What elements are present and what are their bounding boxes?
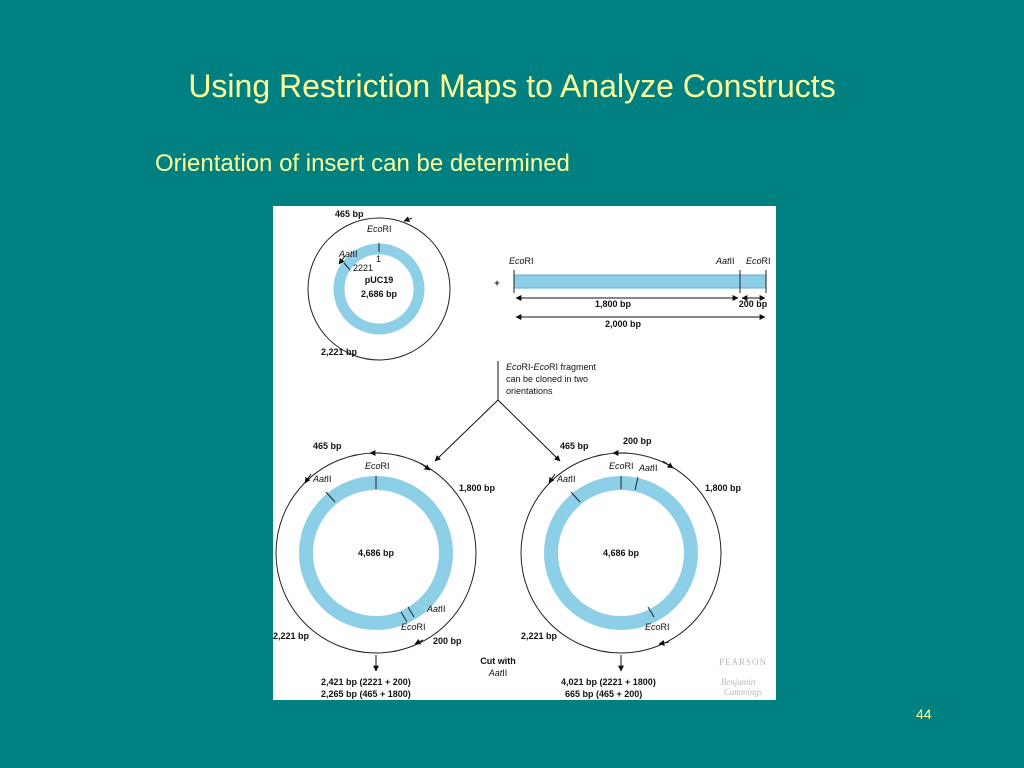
publisher-logo xyxy=(719,657,767,697)
note-eco1: Eco xyxy=(506,362,522,372)
publisher-imprint-2: Cummings xyxy=(723,687,763,697)
note-line-1 xyxy=(506,362,597,372)
arc-label-1800: 1,800 bp xyxy=(705,483,742,493)
cut-enzyme-label xyxy=(488,668,508,678)
puc19-plasmid xyxy=(308,209,450,360)
ecori-bottom-label xyxy=(645,622,670,632)
insert-ecori-left-label xyxy=(509,256,534,266)
result-right-2: 665 bp (465 + 200) xyxy=(565,689,643,699)
aatii-right-italic: Aat xyxy=(427,604,441,614)
note-eco2: Eco xyxy=(533,362,550,372)
plasmid-size: 2,686 bp xyxy=(360,289,398,299)
aatii-left-italic: Aat xyxy=(313,474,327,484)
slide-subtitle: Orientation of insert can be determined xyxy=(155,150,570,177)
aatii-left-italic: Aat xyxy=(557,474,571,484)
note-line-3: orientations xyxy=(506,386,553,396)
insert-length-2000: 2,000 bp xyxy=(604,319,642,329)
branch-arrow-right xyxy=(498,400,560,461)
position-1: 1 xyxy=(376,254,382,264)
insert-aatii-italic: Aat xyxy=(716,256,730,266)
aatii-left-label xyxy=(556,474,576,484)
arc-arrow-icon xyxy=(404,218,412,221)
insert-aatii-roman: II xyxy=(729,256,735,266)
aatii-right-roman: II xyxy=(440,604,446,614)
ecori-bottom-label xyxy=(401,622,426,632)
insert-ecori-right-label xyxy=(746,256,771,266)
arc-label-2221: 2,221 bp xyxy=(321,347,358,357)
result-right-1: 4,021 bp (2221 + 1800) xyxy=(561,677,656,687)
ecori-bottom-italic: Eco xyxy=(645,622,661,632)
arc-label-1800: 1,800 bp xyxy=(459,483,496,493)
insert-ecori-left-roman: RI xyxy=(524,256,534,266)
arc-label-465: 465 bp xyxy=(335,209,364,219)
publisher-imprint-1: Benjamin xyxy=(720,677,756,687)
insert-length-200: 200 bp xyxy=(738,299,768,309)
publisher-name: PEARSON xyxy=(718,657,768,667)
arc-label-2221: 2,221 bp xyxy=(273,631,310,641)
cut-enzyme-italic: Aat xyxy=(488,668,503,678)
ecori-top-italic: Eco xyxy=(609,461,625,471)
cut-with-label: Cut with xyxy=(480,656,516,666)
restriction-map-diagram xyxy=(273,206,776,700)
restriction-map-figure xyxy=(273,206,776,700)
arc-arrow-icon xyxy=(420,463,430,470)
arc-arrow-icon xyxy=(305,474,311,483)
construct-right xyxy=(521,436,742,699)
linear-insert xyxy=(509,256,771,329)
result-left-1: 2,421 bp (2221 + 200) xyxy=(321,677,411,687)
arc-label-2221: 2,221 bp xyxy=(521,631,558,641)
ecori-bottom-roman: RI xyxy=(416,622,426,632)
aatii-top-italic: Aat xyxy=(639,463,653,473)
aatii-left-roman: II xyxy=(570,474,576,484)
insert-dna-bar xyxy=(514,275,766,288)
aatii-right-label xyxy=(426,604,446,614)
aatii-italic: Aat xyxy=(339,249,353,259)
aatii-top-roman: II xyxy=(652,463,658,473)
insert-ecori-right-roman: RI xyxy=(761,256,771,266)
aatii-top-label xyxy=(638,463,658,473)
ecori-top-label xyxy=(609,461,634,471)
position-2221: 2221 xyxy=(353,263,374,273)
aatii-roman: II xyxy=(352,249,358,259)
insert-ecori-right-italic: Eco xyxy=(746,256,762,266)
insert-ecori-left-italic: Eco xyxy=(509,256,525,266)
arc-label-200: 200 bp xyxy=(433,636,462,646)
note-ri1: RI- xyxy=(521,362,534,372)
arc-label-200: 200 bp xyxy=(623,436,652,446)
ecori-top-roman: RI xyxy=(380,461,390,471)
plasmid-name: pUC19 xyxy=(364,275,394,285)
arc-label-465: 465 bp xyxy=(313,441,342,451)
construct-left-size: 4,686 bp xyxy=(357,548,395,558)
ecori-bottom-roman: RI xyxy=(660,622,670,632)
ecori-roman: RI xyxy=(382,224,392,234)
insert-length-1800: 1,800 bp xyxy=(594,299,632,309)
result-left-2: 2,265 bp (465 + 1800) xyxy=(321,689,411,699)
ecori-top-italic: Eco xyxy=(365,461,381,471)
slide-number: 44 xyxy=(916,706,932,722)
slide-title: Using Restriction Maps to Analyze Constructs xyxy=(188,68,836,104)
ecori-bottom-italic: Eco xyxy=(401,622,417,632)
construct-right-size: 4,686 bp xyxy=(602,548,640,558)
note-ri2: RI fragment xyxy=(549,362,597,372)
insert-aatii-label xyxy=(715,256,735,266)
note-line-2: can be cloned in two xyxy=(506,374,589,384)
ecori-top-label xyxy=(365,461,390,471)
plus-sign: + xyxy=(494,278,500,288)
branch-arrow-left xyxy=(435,400,498,461)
arc-arrow-icon xyxy=(663,461,673,468)
arc-label-465: 465 bp xyxy=(560,441,589,451)
ecori-top-roman: RI xyxy=(624,461,634,471)
aatii-label xyxy=(338,249,358,259)
ecori-italic: Eco xyxy=(367,224,383,234)
aatii-left-label xyxy=(312,474,332,484)
construct-left xyxy=(273,441,496,699)
aatii-left-roman: II xyxy=(326,474,332,484)
ecori-label xyxy=(367,224,392,234)
cut-enzyme-roman: II xyxy=(502,668,508,678)
